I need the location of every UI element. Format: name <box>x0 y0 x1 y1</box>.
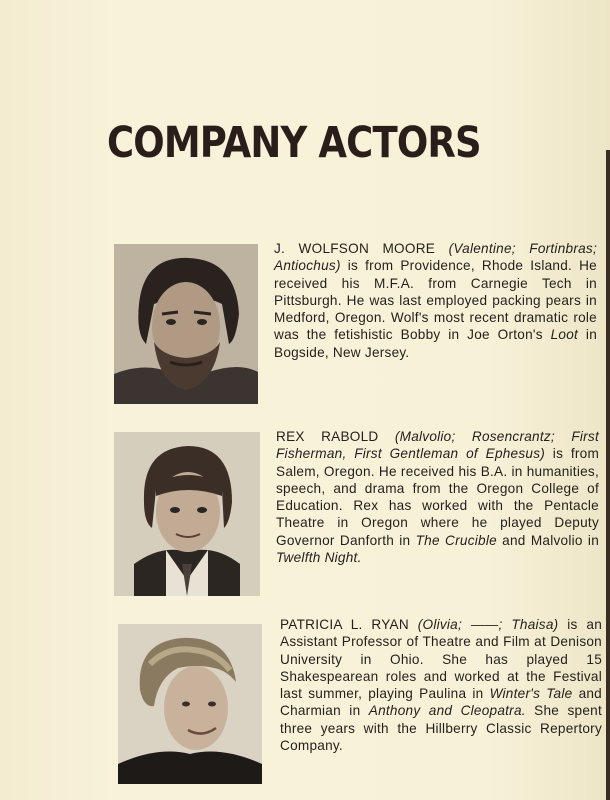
actor-photo-moore <box>114 244 258 404</box>
actor-bio-text: and Charmian in <box>280 686 602 719</box>
actor-name: PATRICIA L. RYAN <box>280 617 409 632</box>
page-title: COMPANY ACTORS <box>107 118 481 168</box>
actor-photo-rabold <box>114 432 260 596</box>
work-title: Twelfth Night. <box>276 550 362 566</box>
work-title: Anthony and Cleopatra. <box>368 703 526 719</box>
actor-photo-ryan <box>118 624 262 784</box>
actor-bio-text: She spent three years with the Hillberry Classic Repertory Company. <box>280 703 602 754</box>
actor-roles: (Olivia; ——; Thaisa) <box>417 617 559 632</box>
actor-roles: (Valentine; Fortinbras; Antiochus) <box>274 241 597 274</box>
actor-bio-moore <box>274 240 597 361</box>
actor-bio-text: is an Assistant Professor of Theatre and Film at Denison University in Ohio. She has played 15 Shakespearean roles and worked at the Festival last summer, playing Paulina in <box>280 617 602 702</box>
actor-bio-text: is from Providence, Rhode Island. He received his M.F.A. from Carnegie Tech in Pittsburgh. He was last employed packing pears in Medford, Oregon. Wolf's most recent dramatic role was the fetishistic Bobby in Joe Orton's <box>274 258 597 343</box>
actor-bio-rabold <box>276 428 599 566</box>
work-title: The Crucible <box>415 532 497 548</box>
work-title: Winter's Tale <box>489 686 573 702</box>
page-edge <box>606 150 610 800</box>
actor-name: J. WOLFSON MOORE <box>274 241 436 256</box>
actor-bio-ryan <box>280 616 602 754</box>
work-title: Loot <box>550 327 579 343</box>
actor-bio-text: and Malvolio in <box>502 532 600 548</box>
actor-bio-text: is from Salem, Oregon. He received his B.A. in humanities, speech, and drama from the Oregon College of Education. Rex has worked with the Pentacle Theatre in Oregon where he played Deputy Governor Danforth in <box>276 446 600 548</box>
actor-roles: (Malvolio; Rosencrantz; First Fisherman, First Gentleman of Ephesus) <box>276 429 599 462</box>
actor-name: REX RABOLD <box>276 429 379 444</box>
actor-bio-text: in Bogside, New Jersey. <box>274 327 598 360</box>
